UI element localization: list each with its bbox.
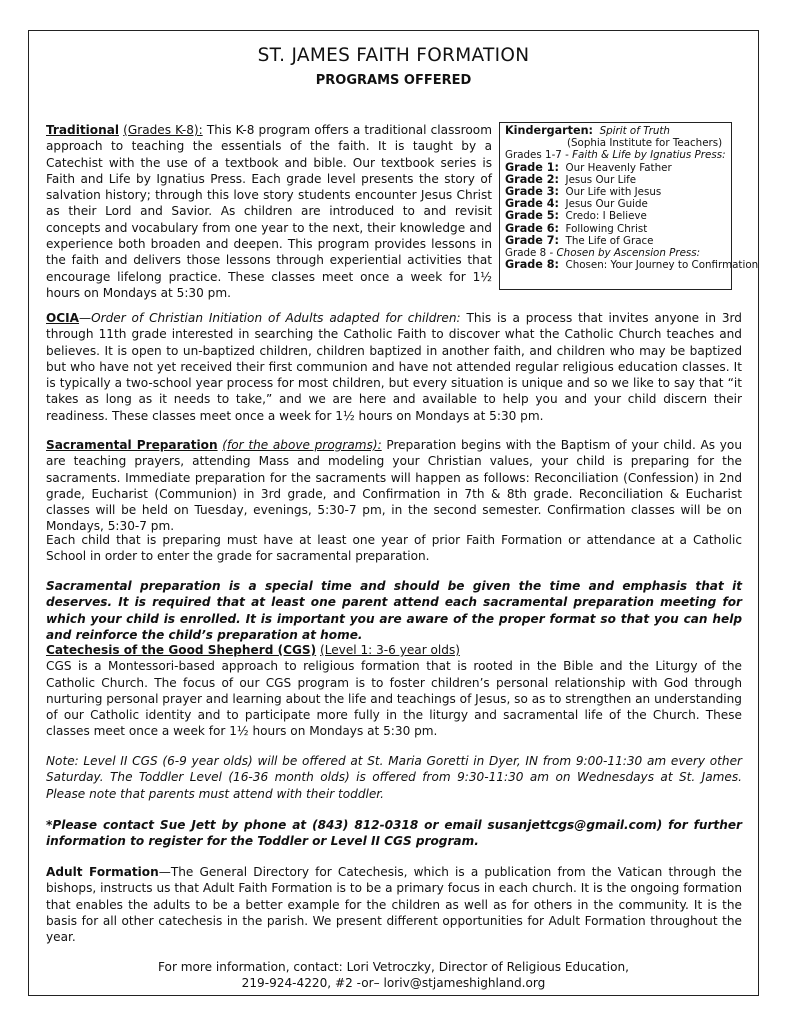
grade-label: Grade 7: bbox=[505, 233, 559, 247]
grade-book-title: Our Life with Jesus bbox=[565, 186, 662, 199]
sacramental-body: Preparation begins with the Baptism of your child. As you are teaching prayers, attending Mass and modeling your Christian values, your child is preparing for the sacraments. Immediate preparation for the sacraments will happen as follows: Reconciliation (Confession) in 2nd grade, Eucharist (Communion) in 3rd grade, and Confirmation in 7th & 8th grade. Reconciliation & Eucharist classes will be held on Tuesday, evenings, 5:30-7 pm, in the second semester. Confirmation classes will be on Mondays, 5:30-7 pm. bbox=[46, 438, 742, 534]
ocia-subtitle: —Order of Christian Initiation of Adults adapted for children: bbox=[79, 311, 461, 325]
cgs-section bbox=[46, 642, 742, 740]
page-title: ST. JAMES FAITH FORMATION bbox=[257, 45, 530, 66]
grade-label: Grade 8: bbox=[505, 258, 559, 272]
grade-book-title: Jesus Our Life bbox=[565, 173, 637, 186]
grade-book-title: Jesus Our Guide bbox=[565, 198, 648, 211]
page-subtitle: PROGRAMS OFFERED bbox=[315, 73, 472, 88]
grade-label: Grade 2: bbox=[505, 172, 559, 186]
sacramental-subtitle: (for the above programs): bbox=[222, 438, 382, 452]
traditional-section bbox=[46, 122, 492, 301]
sacramental-label: Sacramental Preparation bbox=[46, 438, 218, 452]
grade-8-prefix: Grade 8 - bbox=[505, 247, 557, 260]
contact-line-2: 219-924-4220, #2 -or– loriv@stjameshighland.org bbox=[241, 976, 546, 991]
contact-footer bbox=[29, 959, 758, 992]
sacramental-emphasis: Sacramental preparation is a special time and should be given the time and emphasis that it deserves. It is required that at least one parent attend each sacramental preparation meeting for which your child is enrolled. It is important you are aware of the proper format so that you can help and reinforce the child’s preparation at home. bbox=[46, 579, 742, 642]
sacramental-section bbox=[46, 437, 742, 535]
grade-row bbox=[505, 258, 759, 272]
kindergarten-label: Kindergarten: bbox=[505, 124, 594, 137]
adult-formation-body: —The General Directory for Catechesis, which is a publication from the Vatican through the bishops, instructs us that Adult Faith Formation is to be a primary focus in each church. It is the ongoing formation that enables the adults to be a better example for the children as well as for others in the community. It is the basis for all other catechesis in the parish. We present different opportunities for Adult Formation throughout the year. bbox=[46, 865, 742, 945]
grade-label: Grade 3: bbox=[505, 185, 559, 199]
grade-row bbox=[505, 235, 726, 247]
kindergarten-row bbox=[505, 125, 726, 137]
traditional-body: This K-8 program offers a traditional classroom approach to teaching the essentials of the faith. It is taught by a Catechist with the use of a textbook and bible. Our textbook series is Faith and Life by Ignatius Press. Each grade level presents the story of salvation history; through this love story students encounter Jesus Christ as their Lord and Savior. As children are introduced to and revisit concepts and vocabulary from one year to the next, their knowledge and experience both broaden and deepen. This program provides lessons in the faith and delivers those lessons through experiential activities that encourage lifelong practice. These classes meet once a week for 1½ hours on Mondays at 5:30 pm. bbox=[46, 123, 492, 300]
ocia-label: OCIA bbox=[46, 311, 80, 325]
traditional-label: Traditional bbox=[46, 123, 119, 137]
ocia-section bbox=[46, 310, 742, 424]
contact-line-1: For more information, contact: Lori Vetroczky, Director of Religious Education, bbox=[158, 960, 629, 974]
cgs-note: Note: Level II CGS (6-9 year olds) will be offered at St. Maria Goretti in Dyer, IN from 9:00-11:30 am every other Saturday. The Toddler Level (16-36 month olds) is offered from 9:30-11:30 am on Wednesdays at St. James. Please note that parents must attend with their toddler. bbox=[46, 754, 742, 801]
grade-book-title: The Life of Grace bbox=[565, 234, 654, 247]
grade-book-title: Credo: I Believe bbox=[565, 210, 647, 223]
ocia-body: This is a process that invites anyone in 3rd through 11th grade interested in searching the Catholic Faith to discover what the Catholic Church teaches and believes. It is open to un-baptized children, children baptized in another faith, and children who may be baptized but who have not yet received their first communion and have not attended regular religious education classes. It is typically a two-school year process for most children, but every situation is unique and so we like to say that “it takes as long as it needs to take,” and we are here and available to help you and your child discern their readiness. These classes meet once a week for 1½ hours on Mondays at 5:30 pm. bbox=[46, 311, 742, 423]
grade-label: Grade 1: bbox=[505, 160, 559, 174]
sacramental-requirement: Each child that is preparing must have at least one year of prior Faith Formation or attendance at a Catholic School in order to enter the grade for sacramental preparation. bbox=[46, 533, 742, 564]
grades-1-7-prefix: Grades 1-7 - bbox=[505, 149, 573, 162]
grades-1-7-series: Faith & Life by Ignatius Press: bbox=[572, 149, 726, 162]
curriculum-box bbox=[499, 122, 759, 290]
cgs-label: Catechesis of the Good Shepherd (CGS) bbox=[46, 643, 317, 657]
kindergarten-publisher: (Sophia Institute for Teachers) bbox=[567, 137, 723, 150]
cgs-contact-note: *Please contact Sue Jett by phone at (843) 812-0318 or email susanjettcgs@gmail.com) for further information to register for the Toddler or Level II CGS program. bbox=[46, 818, 742, 849]
document-page bbox=[28, 30, 759, 996]
cgs-body: CGS is a Montessori-based approach to religious formation that is rooted in the Bible and the Liturgy of the Catholic Church. The focus of our CGS program is to foster children’s personal relationship with God through nurturing personal prayer and learning about the life and teachings of Jesus, so as to strengthen an understanding of our Catholic identity and to participate more fully in the liturgy and sacramental life of the Church. These classes meet once a week for 1½ hours on Mondays at 5:30 pm. bbox=[46, 659, 742, 739]
grade-label: Grade 4: bbox=[505, 197, 559, 211]
adult-formation-label: Adult Formation bbox=[46, 865, 159, 879]
traditional-grades: (Grades K-8): bbox=[123, 123, 203, 137]
cgs-level: (Level 1: 3-6 year olds) bbox=[320, 643, 460, 657]
adult-formation-section bbox=[46, 864, 742, 945]
grade-book-title: Following Christ bbox=[565, 222, 648, 235]
kindergarten-title: Spirit of Truth bbox=[599, 125, 670, 137]
grade-book-title: Chosen: Your Journey to Confirmation bbox=[565, 259, 759, 272]
grade-book-title: Our Heavenly Father bbox=[565, 161, 672, 174]
grade-8-series: Chosen by Ascension Press: bbox=[556, 247, 701, 260]
grade-label: Grade 5: bbox=[505, 209, 559, 223]
grade-label: Grade 6: bbox=[505, 221, 559, 235]
